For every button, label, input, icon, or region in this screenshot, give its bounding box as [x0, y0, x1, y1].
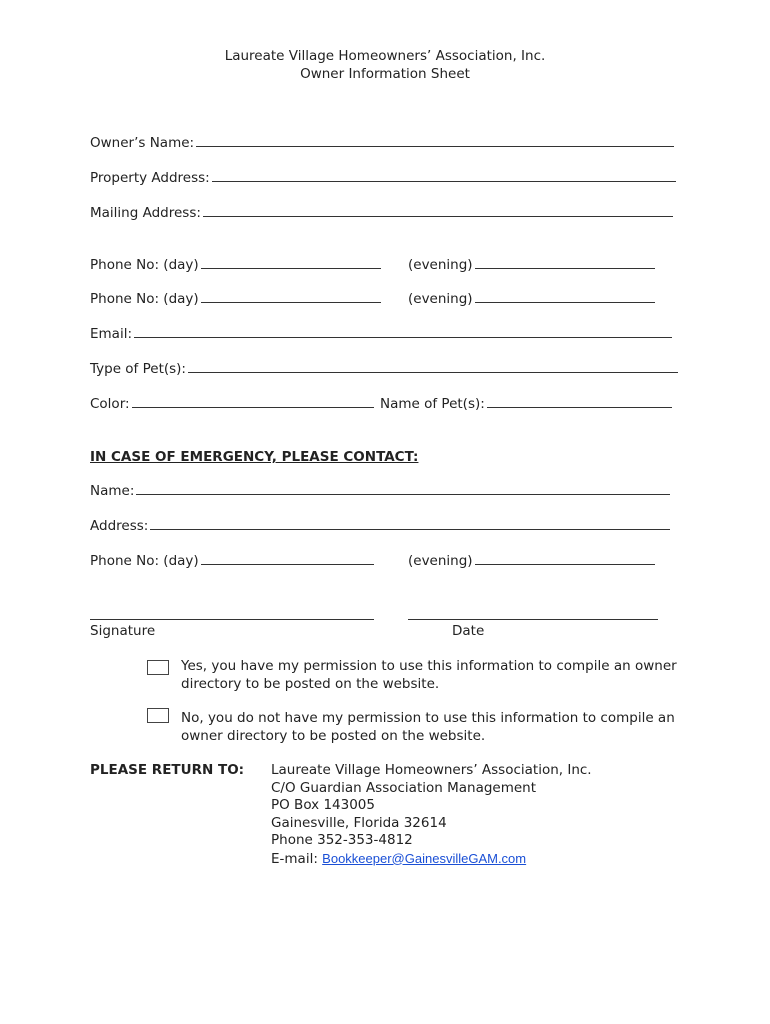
emergency-heading: IN CASE OF EMERGENCY, PLEASE CONTACT:	[90, 449, 419, 465]
email-field[interactable]	[90, 326, 672, 342]
page-title: Owner Information Sheet	[300, 66, 470, 82]
pet-name-field[interactable]	[380, 396, 672, 412]
permission-no-text: No, you do not have my permission to use this information to compile an owner directory to be posted on the website.	[181, 710, 675, 744]
phone-day-field-2[interactable]	[90, 291, 381, 307]
signature-line[interactable]	[90, 619, 374, 620]
property-address-line[interactable]	[212, 181, 676, 182]
emergency-phone-evening-label: (evening)	[408, 553, 473, 569]
mailing-address-label: Mailing Address:	[90, 205, 201, 221]
pet-name-label: Name of Pet(s):	[380, 396, 485, 412]
email-line[interactable]	[134, 337, 672, 338]
emergency-name-label: Name:	[90, 483, 135, 499]
emergency-address-label: Address:	[90, 518, 149, 534]
emergency-phone-evening-line[interactable]	[475, 564, 655, 565]
permission-yes-text: Yes, you have my permission to use this information to compile an owner directory to be posted on the website.	[181, 658, 677, 692]
pet-color-line[interactable]	[132, 407, 374, 408]
phone-evening-line-2[interactable]	[475, 302, 655, 303]
permission-yes-checkbox[interactable]	[147, 660, 169, 675]
return-email-link[interactable]: Bookkeeper@GainesvilleGAM.com	[322, 850, 527, 866]
return-address-line1: Laureate Village Homeowners’ Association, Inc.	[271, 762, 592, 778]
phone-evening-field-1[interactable]	[408, 257, 655, 273]
pet-name-line[interactable]	[487, 407, 672, 408]
return-address-line2: C/O Guardian Association Management	[271, 779, 537, 796]
emergency-phone-day-label: Phone No: (day)	[90, 553, 199, 569]
emergency-phone-evening-field[interactable]	[408, 553, 655, 569]
pet-color-field[interactable]	[90, 396, 374, 412]
phone-day-label-2: Phone No: (day)	[90, 291, 199, 307]
return-address-line3: PO Box 143005	[271, 797, 375, 813]
phone-evening-label-2: (evening)	[408, 291, 473, 307]
mailing-address-field[interactable]	[90, 205, 673, 221]
pet-type-label: Type of Pet(s):	[90, 361, 186, 377]
phone-evening-line-1[interactable]	[475, 268, 655, 269]
return-to-label: PLEASE RETURN TO:	[90, 762, 245, 778]
phone-day-line-2[interactable]	[201, 302, 381, 303]
emergency-address-line[interactable]	[150, 529, 670, 530]
emergency-phone-day-line[interactable]	[201, 564, 374, 565]
emergency-address-field[interactable]	[90, 518, 670, 534]
property-address-field[interactable]	[90, 170, 676, 186]
owner-name-field[interactable]	[90, 135, 674, 151]
pet-color-label: Color:	[90, 396, 130, 412]
header-association-name: Laureate Village Homeowners’ Association, Inc.	[224, 48, 546, 64]
owner-name-line[interactable]	[196, 146, 674, 147]
phone-day-line-1[interactable]	[201, 268, 381, 269]
emergency-name-field[interactable]	[90, 483, 670, 499]
mailing-address-line[interactable]	[203, 216, 673, 217]
permission-no-checkbox[interactable]	[147, 708, 169, 723]
email-label: Email:	[90, 326, 133, 342]
signature-label: Signature	[90, 623, 156, 639]
phone-day-field-1[interactable]	[90, 257, 381, 273]
phone-day-label-1: Phone No: (day)	[90, 257, 199, 273]
return-email-label: E-mail:	[271, 850, 318, 867]
date-label: Date	[452, 623, 485, 639]
emergency-phone-day-field[interactable]	[90, 553, 374, 569]
emergency-name-line[interactable]	[136, 494, 670, 495]
return-phone: Phone 352-353-4812	[271, 832, 413, 848]
pet-type-line[interactable]	[188, 372, 678, 373]
date-line[interactable]	[408, 619, 658, 620]
pet-type-field[interactable]	[90, 361, 678, 377]
return-address-block	[271, 762, 592, 868]
return-address-line4: Gainesville, Florida 32614	[271, 814, 447, 831]
phone-evening-field-2[interactable]	[408, 291, 655, 307]
return-email-row	[271, 850, 592, 869]
phone-evening-label-1: (evening)	[408, 257, 473, 273]
property-address-label: Property Address:	[90, 170, 210, 186]
owner-name-label: Owner’s Name:	[90, 135, 195, 151]
